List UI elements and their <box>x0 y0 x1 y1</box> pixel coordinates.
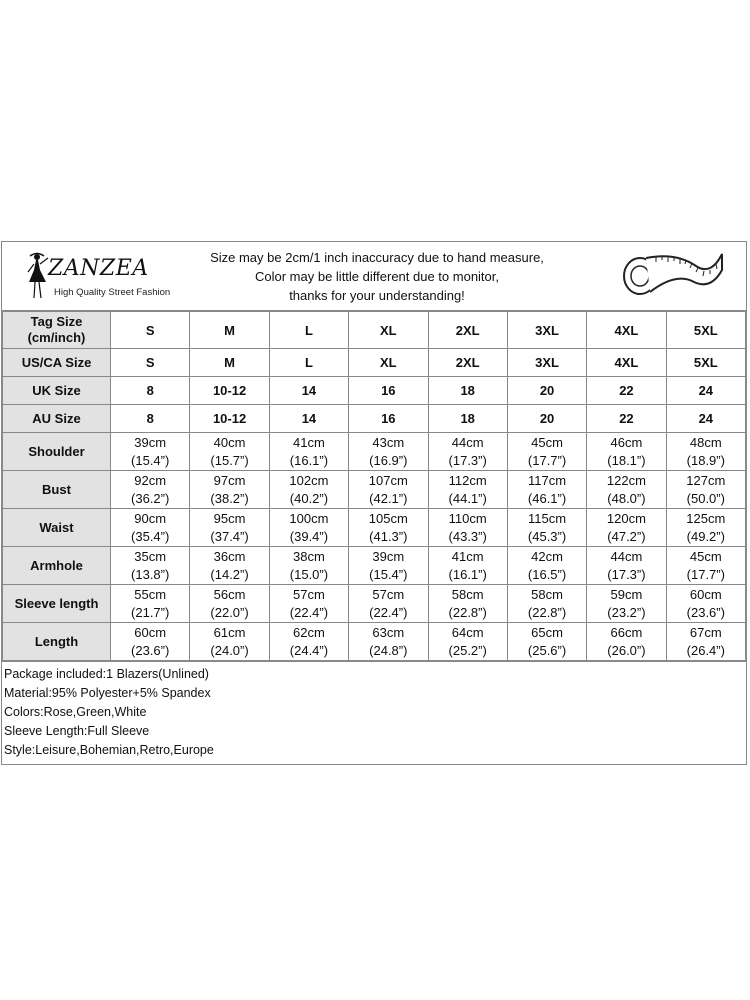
table-cell: L <box>269 312 348 349</box>
table-cell <box>190 547 269 585</box>
cell-inch-value: (17.3”) <box>607 566 646 582</box>
row-header-us-ca-size: US/CA Size <box>3 349 111 377</box>
table-cell: 24 <box>666 405 745 433</box>
brand-name: ZANZEA <box>48 256 149 281</box>
cell-cm-value: 44cm <box>451 434 484 450</box>
table-cell <box>587 471 666 509</box>
table-cell <box>428 471 507 509</box>
cell-inch-value: (17.3”) <box>448 452 487 468</box>
table-cell: 22 <box>587 377 666 405</box>
cell-inch-value: (47.2”) <box>607 528 646 544</box>
cell-inch-value: (26.4”) <box>686 642 725 658</box>
cell-inch-value: (25.6”) <box>527 642 567 658</box>
table-cell <box>507 585 586 623</box>
cell-cm-value: 122cm <box>606 472 646 488</box>
cell-inch-value: (40.2”) <box>289 490 329 506</box>
cell-inch-value: (15.4”) <box>131 452 170 468</box>
cell-cm-value: 63cm <box>372 624 405 640</box>
cell-cm-value: 38cm <box>293 548 325 564</box>
table-cell <box>349 623 428 661</box>
cell-cm-value: 35cm <box>134 548 167 564</box>
row-header-tag-size: Tag Size (cm/inch) <box>3 312 111 349</box>
table-cell: 5XL <box>666 349 745 377</box>
table-cell <box>666 623 745 661</box>
cell-cm-value: 115cm <box>528 510 567 526</box>
table-row-tag-size <box>3 312 746 349</box>
cell-cm-value: 58cm <box>531 586 563 602</box>
table-cell: 2XL <box>428 349 507 377</box>
table-cell <box>587 433 666 471</box>
table-cell <box>269 509 348 547</box>
table-row <box>3 471 746 509</box>
cell-inch-value: (35.4”) <box>131 528 170 544</box>
cell-inch-value: (44.1”) <box>448 490 487 506</box>
table-cell <box>111 547 190 585</box>
table-cell: L <box>269 349 348 377</box>
table-cell <box>666 585 745 623</box>
table-cell: M <box>190 312 269 349</box>
cell-inch-value: (13.8”) <box>131 566 170 582</box>
cell-cm-value: 92cm <box>134 472 167 488</box>
table-cell <box>111 433 190 471</box>
cell-cm-value: 43cm <box>372 434 405 450</box>
table-cell: 22 <box>587 405 666 433</box>
cell-cm-value: 36cm <box>213 548 246 564</box>
table-cell <box>349 433 428 471</box>
table-cell <box>428 585 507 623</box>
info-sleeve-length: Sleeve Length:Full Sleeve <box>4 724 150 738</box>
cell-inch-value: (18.9”) <box>686 452 725 468</box>
cell-cm-value: 102cm <box>289 472 329 488</box>
cell-inch-value: (15.4”) <box>369 566 408 582</box>
table-cell <box>507 509 586 547</box>
row-header: Length <box>3 623 111 661</box>
row-header: Bust <box>3 471 111 509</box>
table-row-us-ca-size <box>3 349 746 377</box>
cell-cm-value: 55cm <box>134 586 167 602</box>
table-cell <box>507 471 586 509</box>
cell-inch-value: (36.2”) <box>131 490 170 506</box>
cell-inch-value: (23.2”) <box>607 604 646 620</box>
cell-cm-value: 46cm <box>610 434 643 450</box>
cell-cm-value: 117cm <box>528 472 567 488</box>
cell-cm-value: 42cm <box>531 548 563 564</box>
info-package: Package included:1 Blazers(Unlined) <box>4 667 209 681</box>
table-cell <box>428 623 507 661</box>
cell-inch-value: (41.3”) <box>369 528 408 544</box>
notice-line-2: Color may be little different due to monitor, <box>255 269 499 284</box>
table-row <box>3 433 746 471</box>
table-cell <box>269 547 348 585</box>
cell-cm-value: 57cm <box>293 586 325 602</box>
cell-cm-value: 125cm <box>686 510 726 526</box>
table-cell: S <box>111 349 190 377</box>
table-cell <box>190 585 269 623</box>
row-header-au-size: AU Size <box>3 405 111 433</box>
table-cell: 18 <box>428 405 507 433</box>
cell-inch-value: (16.1”) <box>289 452 329 468</box>
table-cell <box>666 433 745 471</box>
cell-inch-value: (17.7”) <box>527 452 567 468</box>
cell-cm-value: 39cm <box>134 434 167 450</box>
cell-cm-value: 120cm <box>606 510 646 526</box>
cell-cm-value: 45cm <box>689 548 722 564</box>
table-cell: 8 <box>111 377 190 405</box>
row-header: Shoulder <box>3 433 111 471</box>
table-cell <box>428 509 507 547</box>
table-cell: 3XL <box>507 349 586 377</box>
table-row-au-size <box>3 405 746 433</box>
cell-inch-value: (45.3”) <box>527 528 567 544</box>
notice-line-1: Size may be 2cm/1 inch inaccuracy due to hand measure, <box>210 250 544 265</box>
cell-cm-value: 60cm <box>134 624 167 640</box>
cell-cm-value: 61cm <box>213 624 246 640</box>
cell-inch-value: (18.1”) <box>607 452 646 468</box>
table-cell <box>349 509 428 547</box>
cell-inch-value: (48.0”) <box>607 490 646 506</box>
table-cell <box>428 433 507 471</box>
cell-inch-value: (16.1”) <box>448 566 487 582</box>
info-style: Style:Leisure,Bohemian,Retro,Europe <box>4 743 214 757</box>
cell-cm-value: 64cm <box>451 624 484 640</box>
table-cell <box>349 471 428 509</box>
table-cell: 4XL <box>587 349 666 377</box>
product-info <box>2 661 746 764</box>
table-cell <box>349 547 428 585</box>
table-cell <box>111 471 190 509</box>
cell-inch-value: (24.8”) <box>369 642 408 658</box>
table-row <box>3 547 746 585</box>
cell-cm-value: 67cm <box>689 624 722 640</box>
cell-cm-value: 60cm <box>689 586 722 602</box>
cell-cm-value: 107cm <box>368 472 408 488</box>
table-cell: 20 <box>507 377 586 405</box>
cell-inch-value: (14.2”) <box>210 566 249 582</box>
cell-cm-value: 112cm <box>448 472 487 488</box>
cell-inch-value: (22.0”) <box>210 604 249 620</box>
cell-cm-value: 41cm <box>451 548 484 564</box>
table-cell <box>111 623 190 661</box>
cell-cm-value: 66cm <box>610 624 643 640</box>
table-cell: 5XL <box>666 312 745 349</box>
table-cell: 8 <box>111 405 190 433</box>
row-header-uk-size: UK Size <box>3 377 111 405</box>
cell-inch-value: (26.0”) <box>607 642 646 658</box>
measurement-notice <box>192 248 562 305</box>
table-cell <box>269 433 348 471</box>
cell-inch-value: (22.8”) <box>527 604 567 620</box>
chart-header <box>2 242 746 311</box>
table-cell <box>666 547 745 585</box>
size-chart-sheet <box>1 241 747 765</box>
cell-cm-value: 110cm <box>448 510 487 526</box>
row-header: Sleeve length <box>3 585 111 623</box>
cell-inch-value: (46.1”) <box>527 490 567 506</box>
table-cell: 10-12 <box>190 405 269 433</box>
table-cell: 24 <box>666 377 745 405</box>
measuring-tape-icon <box>616 246 726 306</box>
table-cell: 3XL <box>507 312 586 349</box>
table-cell <box>269 471 348 509</box>
cell-inch-value: (50.0”) <box>686 490 725 506</box>
table-cell <box>587 509 666 547</box>
table-cell: XL <box>349 312 428 349</box>
row-header: Armhole <box>3 547 111 585</box>
table-cell <box>507 623 586 661</box>
row-header: Waist <box>3 509 111 547</box>
info-material: Material:95% Polyester+5% Spandex <box>4 686 211 700</box>
notice-line-3: thanks for your understanding! <box>289 288 465 303</box>
cell-cm-value: 48cm <box>689 434 722 450</box>
cell-inch-value: (23.6”) <box>131 642 170 658</box>
cell-inch-value: (17.7”) <box>686 566 725 582</box>
cell-cm-value: 62cm <box>293 624 325 640</box>
cell-inch-value: (25.2”) <box>448 642 487 658</box>
table-cell: S <box>111 312 190 349</box>
cell-inch-value: (22.4”) <box>289 604 329 620</box>
table-cell <box>111 585 190 623</box>
table-cell: 16 <box>349 377 428 405</box>
cell-inch-value: (24.0”) <box>210 642 249 658</box>
cell-inch-value: (43.3”) <box>448 528 487 544</box>
table-cell: 14 <box>269 405 348 433</box>
cell-inch-value: (16.9”) <box>369 452 408 468</box>
cell-inch-value: (16.5”) <box>527 566 567 582</box>
cell-cm-value: 100cm <box>289 510 329 526</box>
cell-inch-value: (21.7”) <box>131 604 170 620</box>
table-cell: M <box>190 349 269 377</box>
cell-cm-value: 127cm <box>686 472 726 488</box>
table-cell <box>587 547 666 585</box>
cell-cm-value: 90cm <box>134 510 167 526</box>
table-cell <box>190 433 269 471</box>
size-table <box>2 311 746 661</box>
cell-inch-value: (22.8”) <box>448 604 487 620</box>
table-cell: 14 <box>269 377 348 405</box>
cell-inch-value: (23.6”) <box>686 604 725 620</box>
cell-cm-value: 56cm <box>213 586 246 602</box>
cell-cm-value: 105cm <box>368 510 408 526</box>
cell-cm-value: 45cm <box>531 434 563 450</box>
table-row <box>3 623 746 661</box>
table-cell <box>587 623 666 661</box>
table-cell: 4XL <box>587 312 666 349</box>
table-cell <box>190 471 269 509</box>
table-cell <box>587 585 666 623</box>
table-cell <box>666 471 745 509</box>
cell-cm-value: 65cm <box>531 624 563 640</box>
cell-cm-value: 58cm <box>451 586 484 602</box>
table-cell: 10-12 <box>190 377 269 405</box>
cell-inch-value: (15.0”) <box>289 566 329 582</box>
table-cell <box>507 547 586 585</box>
table-cell: 2XL <box>428 312 507 349</box>
brand-logo <box>24 250 184 302</box>
table-cell <box>190 623 269 661</box>
cell-cm-value: 44cm <box>610 548 643 564</box>
cell-cm-value: 39cm <box>372 548 405 564</box>
table-cell <box>428 547 507 585</box>
cell-inch-value: (22.4”) <box>369 604 408 620</box>
table-cell <box>507 433 586 471</box>
cell-cm-value: 57cm <box>372 586 405 602</box>
cell-cm-value: 59cm <box>610 586 643 602</box>
table-cell <box>269 585 348 623</box>
cell-inch-value: (39.4”) <box>289 528 329 544</box>
table-cell <box>111 509 190 547</box>
table-cell: XL <box>349 349 428 377</box>
table-row <box>3 509 746 547</box>
cell-inch-value: (15.7”) <box>210 452 249 468</box>
cell-cm-value: 40cm <box>213 434 246 450</box>
cell-inch-value: (37.4”) <box>210 528 249 544</box>
table-cell <box>666 509 745 547</box>
table-cell: 18 <box>428 377 507 405</box>
table-cell: 20 <box>507 405 586 433</box>
table-cell <box>349 585 428 623</box>
table-row-uk-size <box>3 377 746 405</box>
cell-inch-value: (49.2”) <box>686 528 725 544</box>
cell-inch-value: (38.2”) <box>210 490 249 506</box>
info-colors: Colors:Rose,Green,White <box>4 705 147 719</box>
cell-cm-value: 95cm <box>213 510 246 526</box>
table-row <box>3 585 746 623</box>
cell-cm-value: 97cm <box>213 472 246 488</box>
cell-cm-value: 41cm <box>293 434 325 450</box>
cell-inch-value: (42.1”) <box>369 490 408 506</box>
table-cell <box>269 623 348 661</box>
table-cell: 16 <box>349 405 428 433</box>
table-cell <box>190 509 269 547</box>
cell-inch-value: (24.4”) <box>289 642 329 658</box>
brand-tagline: High Quality Street Fashion <box>54 287 171 298</box>
